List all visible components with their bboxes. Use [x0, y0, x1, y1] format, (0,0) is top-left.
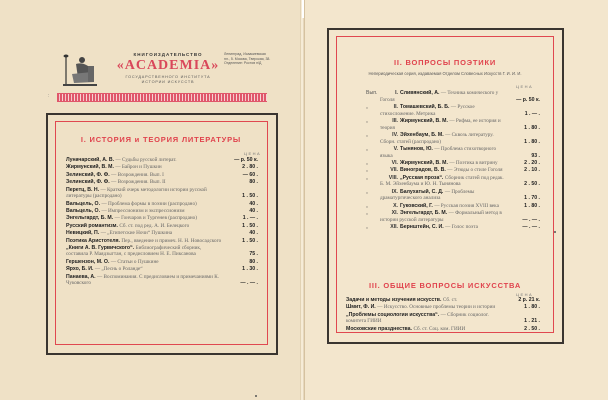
- catalog-entry: [346, 297, 540, 304]
- issue-number: VII.: [390, 167, 398, 174]
- entry-price: 40 .: [249, 230, 258, 237]
- entry-price: 80 .: [249, 258, 258, 265]
- section-2-title: II. ВОПРОСЫ ПОЭТИКИ: [393, 58, 497, 67]
- section-3-title: III. ОБЩИЕ ВОПРОСЫ ИСКУССТВА: [368, 281, 522, 290]
- entry-title: — Сквозь литературу. Сборн. статей (распродано): [380, 131, 494, 145]
- issue-abbr: „: [366, 159, 368, 166]
- catalog-entry: [366, 167, 540, 174]
- entry-price: 1 . — .: [524, 110, 540, 117]
- entry-author: Вальцель, О.: [66, 207, 101, 214]
- entry-price: — 60 .: [242, 171, 258, 178]
- entry-price: 1 . 70 .: [524, 195, 540, 202]
- issue-number: IV.: [392, 131, 398, 138]
- catalog-entry: [66, 172, 258, 179]
- entry-title: — Гончаров и Тургенев (распродано): [114, 215, 197, 222]
- entry-author: Тынянов, Ю.: [400, 145, 433, 152]
- catalog-entry: [66, 259, 258, 266]
- price-header: ЦЕНА: [244, 151, 262, 156]
- catalog-entry: [366, 174, 540, 188]
- section-1-entry-list: [66, 157, 258, 287]
- issue-number: III.: [392, 117, 398, 124]
- publisher-address: Ленинград, Исаакиевская пл., 5. Москва, Тверская, 38. Отделение: Ростов н/Д: [224, 52, 271, 65]
- entry-title: — Искусство. Основные проблемы теории и истории: [377, 304, 496, 311]
- entry-price: 2 . 80 .: [242, 164, 258, 171]
- issue-abbr: „: [366, 210, 368, 217]
- section-1-title: I. ИСТОРИЯ и ТЕОРИЯ ЛИТЕРАТУРЫ: [80, 135, 242, 144]
- issue-number: VIII.: [388, 174, 398, 181]
- entry-price: 2 . 20 .: [524, 159, 540, 166]
- paper-speck: [255, 395, 257, 397]
- entry-title: — Русская поэзия XVIII века: [434, 202, 499, 209]
- entry-title: — Сборник социолог. комитета ГИИИ: [346, 311, 489, 325]
- catalog-entry: [366, 202, 540, 210]
- catalog-entry: [346, 304, 540, 311]
- catalog-entry: [66, 238, 258, 245]
- entry-price: 2 . 10 .: [524, 167, 540, 174]
- catalog-entry: [66, 245, 258, 258]
- issue-abbr: „: [366, 202, 368, 209]
- entry-author: Зелинский, Ф. Ф.: [66, 179, 110, 186]
- entry-price: 2 . 50 .: [524, 181, 540, 188]
- catalog-entry: [346, 326, 540, 333]
- book-gutter: [300, 0, 305, 400]
- catalog-entry: [66, 230, 258, 237]
- entry-author: Виноградов, В. В.: [400, 167, 446, 174]
- price-header: ЦЕНА: [516, 292, 534, 297]
- catalog-entry: [366, 131, 540, 145]
- entry-title: — Воспоминания. С предисловием и примечаниями К. Чуковского: [66, 273, 219, 287]
- catalog-entry: [366, 188, 540, 202]
- entry-author: „Книги А. В. Гурвичского“.: [66, 244, 135, 251]
- entry-author: Зелинский, Ф. Ф.: [66, 171, 110, 178]
- entry-author: Шмит, Ф. И.: [346, 304, 376, 311]
- entry-author: Жирмунский, В. М.: [400, 117, 448, 124]
- entry-price: 2 . 50 .: [524, 325, 540, 332]
- issue-number: IX.: [391, 188, 398, 195]
- publisher-name: «ACADEMIA»: [116, 58, 220, 73]
- section-3-entry-list: [346, 297, 540, 332]
- catalog-entry: [66, 164, 258, 171]
- entry-author: Гуковский, Г.: [400, 202, 433, 209]
- catalog-entry: [66, 208, 258, 215]
- entry-title: — Возрождения. Вып. I: [111, 171, 164, 178]
- issue-abbr: „: [366, 117, 368, 124]
- issue-number: VI.: [391, 159, 398, 166]
- issue-number: XII.: [390, 224, 398, 231]
- entry-price: 1 . 30 .: [242, 266, 258, 273]
- catalog-entry: [66, 179, 258, 186]
- entry-price: 1 . 50 .: [242, 193, 258, 200]
- entry-author: Невицкий, П.: [66, 230, 100, 237]
- issue-abbr: „: [366, 224, 368, 231]
- entry-price: — . — .: [522, 216, 540, 223]
- entry-author: Русский романтизм.: [66, 222, 118, 229]
- issue-number: V.: [393, 145, 398, 152]
- seated-figure-vignette-icon: [60, 52, 100, 88]
- catalog-entry: [66, 215, 258, 222]
- entry-author: Панаева, А.: [66, 273, 96, 280]
- entry-author: Жирмунский, В. М.: [66, 164, 114, 171]
- catalog-entry: [366, 159, 540, 167]
- entry-title: Библиографический сборник, составила Р. Маядзыгтан, с предисловием Н. Е. Пиксанова: [66, 244, 202, 258]
- issue-abbr: „: [366, 145, 368, 152]
- catalog-entry: [66, 157, 258, 164]
- entry-title: — Голос поэта: [445, 224, 478, 231]
- issue-number: I.: [395, 90, 398, 96]
- entry-title: — Рифма, ее история и теория: [380, 117, 501, 131]
- publisher-subtitle: ГОСУДАРСТВЕННОГО ИНСТИТУТА ИСТОРИИ ИСКУССТВ: [125, 75, 211, 84]
- entry-price: 80 .: [249, 179, 258, 186]
- entry-price: 1 . — .: [242, 215, 258, 222]
- issue-number: XI.: [391, 210, 398, 217]
- entry-title: Сб. ст.: [442, 297, 458, 303]
- entry-author: Томашевский, Б. Б.: [400, 103, 450, 110]
- entry-author: Эйхенбаум, Б. М.: [400, 131, 444, 138]
- catalog-entry: [366, 145, 540, 159]
- issue-abbr: „: [366, 167, 368, 174]
- publisher-masthead: [58, 50, 272, 90]
- entry-price: 40 .: [249, 200, 258, 207]
- entry-title: Пер., введение и примеч. Н. Н. Новосадского: [121, 237, 222, 244]
- issue-number: X.: [393, 202, 398, 209]
- publisher-label: КНИГОИЗДАТЕЛЬСТВО: [133, 52, 203, 57]
- entry-price: 40 .: [249, 207, 258, 214]
- entry-title: — Краткий очерк методологии истории русской литературы (распродано): [66, 186, 207, 200]
- entry-author: Задачи и методы изучения искусств.: [346, 297, 442, 303]
- price-header: ЦЕНА: [516, 84, 534, 89]
- entry-title: — Судьбы русской литерат.: [115, 157, 177, 163]
- entry-price: — . — .: [522, 224, 540, 231]
- entry-price: 2 р. 21 к.: [518, 297, 540, 303]
- catalog-entry: [366, 224, 540, 231]
- entry-title: — Байрон и Пушкин: [115, 164, 162, 171]
- entry-author: Энгельгардт, Б. М.: [66, 215, 114, 222]
- catalog-entry: [66, 274, 258, 287]
- catalog-entry: [366, 90, 540, 103]
- section-2-entry-list: [366, 90, 540, 231]
- catalog-entry: [366, 210, 540, 223]
- entry-title: — Возрождения. Вып. II: [111, 179, 166, 186]
- entry-title: Сб. ст. Соц. ком. ГИИИ: [413, 325, 466, 332]
- entry-price: 1 . 80 .: [524, 304, 540, 311]
- entry-title: — Формальный метод в истории русской литературы: [380, 210, 502, 223]
- issue-abbr: „: [366, 174, 368, 181]
- entry-title: Сб. ст. под ред. А. И. Белецкого: [119, 222, 190, 229]
- entry-author: Гершензон, М. О.: [66, 258, 110, 265]
- entry-price: 1 . 80 .: [524, 202, 540, 209]
- issue-abbr: „: [366, 103, 368, 110]
- entry-author: Энгельгардт, Б. М.: [400, 210, 448, 217]
- entry-price: — . — .: [240, 280, 258, 287]
- entry-author: „Проблемы социологии искусства“.: [346, 311, 440, 318]
- entry-title: — Проблема стихотворного языка: [380, 145, 497, 159]
- entry-price: 1 . 80 .: [524, 124, 540, 131]
- entry-author: Балухатый, С. Д.: [400, 188, 444, 195]
- catalog-entry: [366, 117, 540, 131]
- entry-author: Поэтика Аристотеля.: [66, 237, 120, 244]
- section-2-subtitle: Непериодическая серия, издаваемая Отделом Словесных Искусств Г. И. И. И.: [368, 71, 522, 76]
- entry-price: 1 . 50 .: [242, 222, 258, 229]
- issue-abbr: Вып.: [366, 90, 378, 96]
- entry-title: — Этюды о стиле Гоголя: [447, 167, 503, 174]
- entry-price: 1 . 80 .: [524, 138, 540, 145]
- entry-title: — „Песнь о Роланде“: [94, 266, 143, 273]
- entry-author: Сливянский, А.: [400, 90, 440, 96]
- entry-author: Московские празднества.: [346, 325, 413, 332]
- entry-title: — „Египетские Ночи“ Пушкина: [100, 230, 173, 237]
- entry-price: 1 . 21 .: [524, 318, 540, 325]
- entry-title: — Статьи о Пушкине: [110, 258, 159, 265]
- issue-number: II.: [393, 103, 398, 110]
- entry-author: Бернштейн, С. И.: [400, 224, 444, 231]
- entry-title: Сборник статей под редак. Б. М. Эйхенбаума и Ю. Н. Тынянова: [380, 174, 504, 188]
- catalog-entry: [66, 201, 258, 208]
- entry-price: 75 .: [249, 251, 258, 258]
- margin-mark: :: [48, 93, 50, 99]
- entry-price: 1 . 50 .: [242, 237, 258, 244]
- entry-author: Жирмунский, В. М.: [400, 159, 448, 166]
- entry-author: „Русская проза“.: [400, 174, 444, 181]
- entry-author: Вальцель, О.: [66, 200, 101, 207]
- entry-price: 93 .: [531, 152, 540, 159]
- paper-speck: [554, 231, 556, 233]
- entry-price: — р. 50 к.: [234, 157, 258, 163]
- gutter-gap: [302, 0, 304, 18]
- entry-title: — Импрессионизм и экспрессионизм: [101, 207, 185, 214]
- entry-title: — Русское стихосложение. Метрика: [380, 103, 475, 117]
- entry-author: Луначарский, А. В.: [66, 157, 115, 163]
- entry-title: — Техника комического у Гоголя: [380, 90, 499, 103]
- ornament-band: [57, 93, 267, 102]
- catalog-entry: [346, 312, 540, 325]
- entry-title: — Поэтика в витрину: [449, 159, 498, 166]
- entry-title: — Проблемы драматургического анализа: [380, 188, 475, 202]
- entry-title: — Проблема формы в поэзии (распродано): [101, 200, 197, 207]
- entry-price: — р. 50 к.: [516, 96, 540, 103]
- issue-abbr: „: [366, 131, 368, 138]
- catalog-entry: [366, 103, 540, 117]
- entry-author: Перетц, В. Н.: [66, 186, 100, 193]
- catalog-entry: [66, 187, 258, 200]
- catalog-entry: [66, 266, 258, 273]
- issue-abbr: „: [366, 188, 368, 195]
- entry-author: Ярхо, Б. И.: [66, 266, 94, 273]
- catalog-entry: [66, 223, 258, 230]
